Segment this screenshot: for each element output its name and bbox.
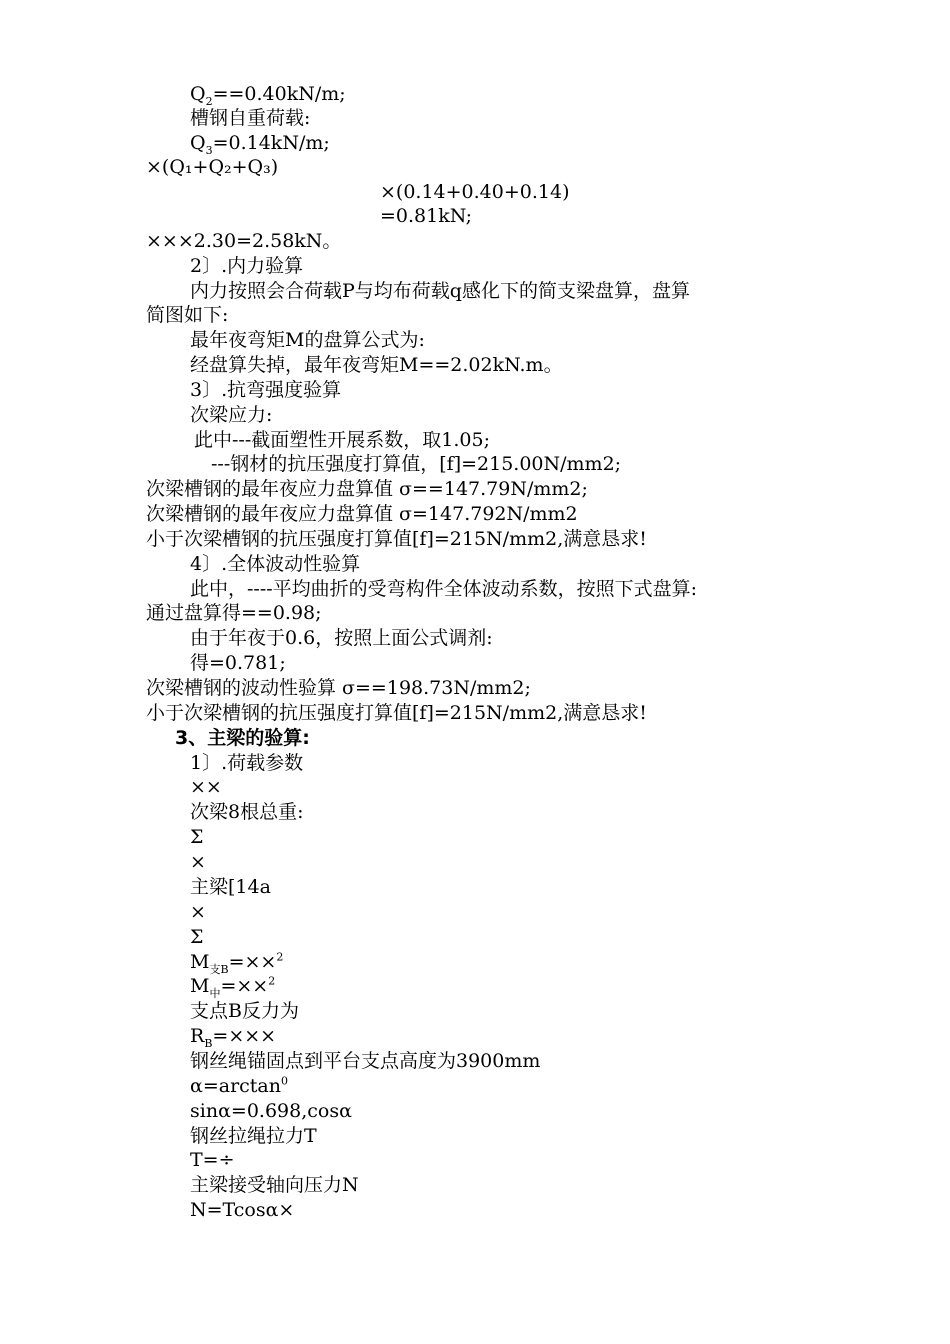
- line-stability-conclusion: 小于次梁槽钢的抗压强度打算值[f]=215N/mm2,满意恳求!: [146, 702, 647, 724]
- section-heading-bending-strength: 3〕.抗弯强度验算: [190, 379, 342, 401]
- line-moment-formula: 最年夜弯矩M的盘算公式为:: [190, 329, 425, 351]
- line-axial-pressure-label: 主梁接受轴向压力N: [190, 1174, 359, 1196]
- line-q-sum: ×(Q₁+Q₂+Q₃): [146, 156, 279, 178]
- line-secondary-total-weight: 次梁8根总重:: [190, 801, 304, 823]
- line-sin-cos: sinα=0.698,cosα: [190, 1100, 352, 1122]
- line-max-stress-1: 次梁槽钢的最年夜应力盘算值 σ==147.79N/mm2;: [146, 478, 588, 500]
- line-support-reaction-label: 支点B反力为: [190, 1000, 299, 1022]
- line-stability-result: 通过盘算得==0.98;: [146, 602, 322, 624]
- line-q2: $Q_2==0.40kN/m$;: [190, 83, 346, 108]
- line-moment-middle: $M_中=\times\times^2$: [190, 974, 276, 1000]
- section-heading-main-beam: 3、主梁的验算:: [175, 727, 310, 749]
- line-adjustment: 由于年夜于0.6，按照上面公式调剂:: [190, 627, 493, 649]
- section-heading-load-params: 1〕.荷载参数: [190, 752, 304, 774]
- line-axial-pressure: N=Tcosα×: [190, 1199, 295, 1221]
- line-q-result: =0.81kN;: [380, 205, 473, 227]
- line-sigma-2: Σ: [190, 926, 204, 948]
- line-rope-tension-label: 钢丝拉绳拉力T: [190, 1125, 317, 1147]
- line-rope-tension: T=÷: [190, 1149, 235, 1171]
- line-plastic-coefficient: 此中---截面塑性开展系数，取1.05;: [194, 429, 490, 451]
- line-q3: $Q_3=0.14kN/m$;: [190, 132, 330, 157]
- line-moment-result: 经盘算失掉，最年夜弯矩M==2.02kN.m。: [190, 354, 563, 376]
- line-max-stress-2: 次梁槽钢的最年夜应力盘算值 σ=147.792N/mm2: [146, 503, 578, 525]
- line-q-sum-values: ×(0.14+0.40+0.14): [380, 181, 570, 203]
- line-alpha: $\alpha=\arctan^0$: [190, 1074, 289, 1097]
- paragraph-internal-force-cont: 简图如下:: [146, 304, 229, 326]
- line-times-3: ×: [190, 901, 206, 923]
- line-adjusted-value: 得=0.781;: [190, 652, 286, 674]
- line-stress-conclusion: 小于次梁槽钢的抗压强度打算值[f]=215N/mm2,满意恳求!: [146, 528, 647, 550]
- section-heading-stability: 4〕.全体波动性验算: [190, 553, 361, 575]
- line-p-result: ×××2.30=2.58kN。: [146, 230, 342, 252]
- line-moment-support-b: $M_{支B}=\times\times^2$: [190, 950, 284, 976]
- paragraph-internal-force: 内力按照会合荷载P与均布荷载q感化下的简支梁盘算，盘算: [190, 280, 690, 302]
- line-stability-coefficient: 此中，----平均曲折的受弯构件全体波动系数，按照下式盘算:: [190, 578, 698, 600]
- line-secondary-stress: 次梁应力:: [190, 404, 273, 426]
- line-steel-strength: ---钢材的抗压强度打算值，[f]=215.00N/mm2;: [211, 453, 622, 475]
- line-support-reaction: $R_B=\times\times\times$: [190, 1025, 277, 1050]
- line-self-weight-label: 槽钢自重荷载:: [190, 107, 311, 129]
- section-heading-internal-force: 2〕.内力验算: [190, 255, 304, 277]
- line-sigma-1: Σ: [190, 826, 204, 848]
- line-times-1: ××: [190, 776, 222, 798]
- line-stability-check: 次梁槽钢的波动性验算 σ==198.73N/mm2;: [146, 677, 531, 699]
- line-times-2: ×: [190, 851, 206, 873]
- line-main-beam-section: 主梁[14a: [190, 876, 271, 898]
- line-anchor-height: 钢丝绳锚固点到平台支点高度为3900mm: [190, 1050, 541, 1072]
